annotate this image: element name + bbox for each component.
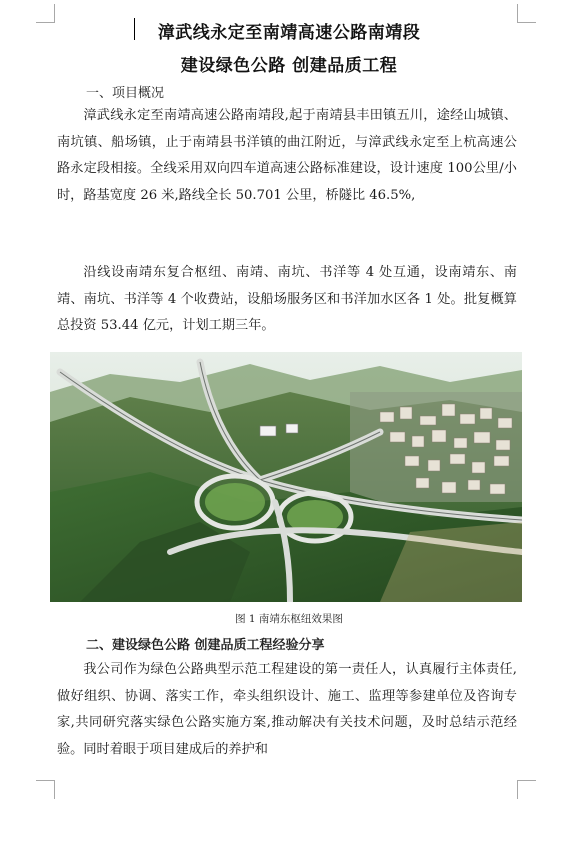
interchange-rendering-image [50, 352, 522, 602]
figure-caption[interactable]: 图 1 南靖东枢纽效果图 [235, 613, 343, 625]
document-title-line-1[interactable]: 漳武线永定至南靖高速公路南靖段 [157, 23, 421, 43]
section-2-heading[interactable]: 二、建设绿色公路 创建品质工程经验分享 [86, 638, 325, 653]
document-title-line-2[interactable]: 建设绿色公路 创建品质工程 [180, 56, 398, 76]
crop-mark-bottom-left [36, 780, 55, 799]
section-1-heading[interactable]: 一、项目概况 [86, 86, 165, 101]
section-1-paragraph-1[interactable]: 漳武线永定至南靖高速公路南靖段,起于南靖县丰田镇五川，途经山城镇、南坑镇、船场镇，止于南靖县书洋镇的曲江附近，与漳武线永定至上杭高速公路永定段相接。全线采用双向四车道高速公路标准建设，设计速度 100公里/小时，路基宽度 26 米,路线全长 50.701 公里，桥隧比 46.5%, [57, 108, 517, 203]
section-1-paragraph-2[interactable]: 沿线设南靖东复合枢纽、南靖、南坑、书洋等 4 处互通，设南靖东、南靖、南坑、书洋等 4 个收费站，设船场服务区和书洋加水区各 1 处。批复概算总投资 53.44 亿元，计划工期三年。 [57, 265, 517, 333]
crop-mark-bottom-right [517, 780, 536, 799]
section-2-paragraph-1[interactable]: 我公司作为绿色公路典型示范工程建设的第一责任人，认真履行主体责任,做好组织、协调、落实工作，牵头组织设计、施工、监理等参建单位及咨询专家,共同研究落实绿色公路实施方案,推动解决有关技术问题，及时总结示范经验。同时着眼于项目建成后的养护和 [57, 662, 517, 757]
